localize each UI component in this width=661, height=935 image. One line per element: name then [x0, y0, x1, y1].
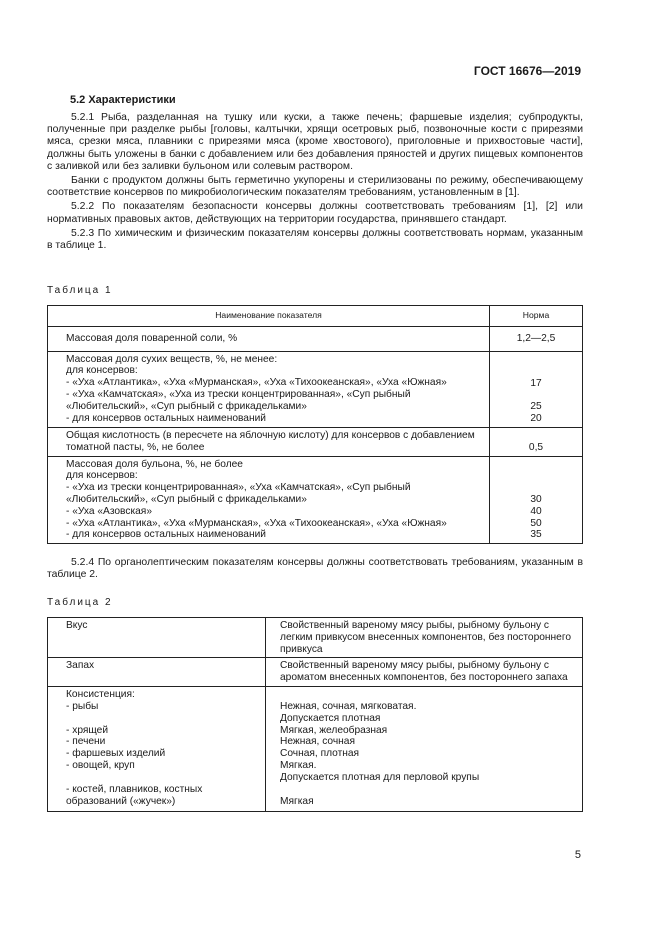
column-header-name: Наименование показателя — [48, 306, 490, 327]
cell-line: 35 — [530, 529, 542, 541]
table-row — [48, 456, 583, 544]
cell-line: Нежная, сочная — [280, 736, 355, 748]
cell-line: - фаршевых изделий — [66, 748, 166, 760]
attribute-name: Запах — [48, 658, 266, 687]
table-header-row — [48, 306, 583, 327]
cell-line: 30 — [530, 493, 542, 505]
document-id: ГОСТ 16676—2019 — [473, 64, 581, 78]
cell-line: 50 — [530, 517, 542, 529]
indicator-name: Массовая доля поваренной соли, % — [48, 326, 490, 351]
section-title: 5.2 Характеристики — [70, 94, 176, 106]
paragraph: 5.2.4 По органолептическим показателям консервы должны соответствовать требованиям, указанным в таблице 2. — [47, 557, 583, 581]
cell-line: - костей, плавников, костных образований («жучек») — [66, 783, 203, 807]
cell-line: - для консервов остальных наименований — [66, 529, 266, 541]
cell-line: - рыбы — [66, 700, 99, 712]
paragraph: 5.2.2 По показателям безопасности консервы должны соответствовать требованиям [1], [2] или нормативных правовых актов, действующих на территории государства, принявшего стандарт. — [47, 201, 583, 225]
attribute-name — [48, 686, 266, 811]
paragraph: Банки с продуктом должны быть герметично укупорены и стерилизованы по режиму, обеспечивающему соответствие консервов по микробиологическим показателям требованиям, установленным в [1]. — [47, 175, 583, 199]
paragraph: 5.2.1 Рыба, разделанная на тушку или куски, а также печень; фаршевые изделия; субпродукты, полученные при разделке рыбы [головы, калтычки, хрящи осетровых рыб, позвоночные кости с прирезями мяса, срезки мяса, плавники с прирезями мяса (кроме хвостового), приголовные и прихвостовые части], должны быть уложены в банки с добавлением или без добавления пряностей и других пищевых компонентов с заливкой или без заливки бульоном или солевым раствором. — [47, 112, 583, 172]
column-header-norm: Норма — [490, 306, 583, 327]
cell-line: Сочная, плотная — [280, 748, 360, 760]
table-1 — [47, 305, 583, 544]
cell-line: - для консервов остальных наименований — [66, 412, 266, 424]
body-text-2 — [47, 557, 583, 583]
table-row — [48, 351, 583, 427]
table-2-caption: Таблица 2 — [47, 597, 113, 608]
attribute-description: Свойственный вареному мясу рыбы, рыбному бульону с легким привкусом внесенных компонентов, без постороннего привкуса — [266, 618, 583, 658]
cell-line: Нежная, сочная, мягковатая. — [280, 700, 417, 712]
cell-line: Массовая доля бульона, %, не более — [66, 458, 243, 470]
cell-line: 17 — [530, 377, 542, 389]
cell-line: - «Уха «Атлантика», «Уха «Мурманская», «Уха «Тихоокеанская», «Уха «Южная» — [66, 517, 447, 529]
table-row — [48, 427, 583, 456]
cell-line: 20 — [530, 413, 542, 425]
cell-line: 40 — [530, 505, 542, 517]
table-row — [48, 686, 583, 811]
table-1-caption: Таблица 1 — [47, 285, 113, 296]
indicator-norm: 0,5 — [490, 427, 583, 456]
cell-line: - «Уха из трески концентрированная», «Уха «Камчатская», «Суп рыбный «Любительский», «Суп рыбный с фрикадельками» — [66, 482, 411, 505]
paragraph: 5.2.3 По химическим и физическим показателям консервы должны соответствовать нормам, указанным в таблице 1. — [47, 227, 583, 252]
cell-line: - «Уха «Азовская» — [66, 505, 152, 517]
indicator-norm — [490, 351, 583, 427]
indicator-name — [48, 351, 490, 427]
cell-line: - печени — [66, 736, 106, 748]
cell-line: для консервов: — [66, 470, 138, 482]
cell-line: для консервов: — [66, 365, 138, 377]
indicator-norm: 1,2—2,5 — [490, 326, 583, 351]
indicator-norm — [490, 456, 583, 544]
cell-line: - «Уха «Атлантика», «Уха «Мурманская», «Уха «Тихоокеанская», «Уха «Южная» — [66, 377, 447, 389]
cell-line: Мягкая — [280, 795, 314, 807]
page-number: 5 — [574, 849, 581, 861]
attribute-description — [266, 686, 583, 811]
cell-line: - «Уха «Камчатская», «Уха из трески концентрированная», «Суп рыбный «Любительский», «Суп рыбный с фрикадельками» — [66, 388, 411, 412]
attribute-name: Вкус — [48, 618, 266, 658]
cell-line: - хрящей — [66, 724, 109, 736]
indicator-name — [48, 456, 490, 544]
cell-line: - овощей, круп — [66, 759, 135, 771]
cell-line: Допускается плотная для перловой крупы — [280, 771, 480, 783]
cell-line: Консистенция: — [66, 688, 135, 700]
indicator-name: Общая кислотность (в пересчете на яблочную кислоту) для консервов с добавлением томатной пасты, %, не более — [48, 427, 490, 456]
table-row — [48, 618, 583, 658]
table-2 — [47, 617, 583, 812]
cell-line: Массовая доля сухих веществ, %, не менее: — [66, 353, 278, 365]
cell-line: 25 — [530, 401, 542, 413]
body-text-1 — [47, 112, 583, 254]
attribute-description: Свойственный вареному мясу рыбы, рыбному бульону с ароматом внесенных компонентов, без постороннего запаха — [266, 658, 583, 687]
table-row — [48, 326, 583, 351]
table-row — [48, 658, 583, 687]
cell-line: Допускается плотная — [280, 712, 381, 724]
cell-line: Мягкая. — [280, 759, 317, 771]
cell-line: Мягкая, желеобразная — [280, 724, 388, 736]
